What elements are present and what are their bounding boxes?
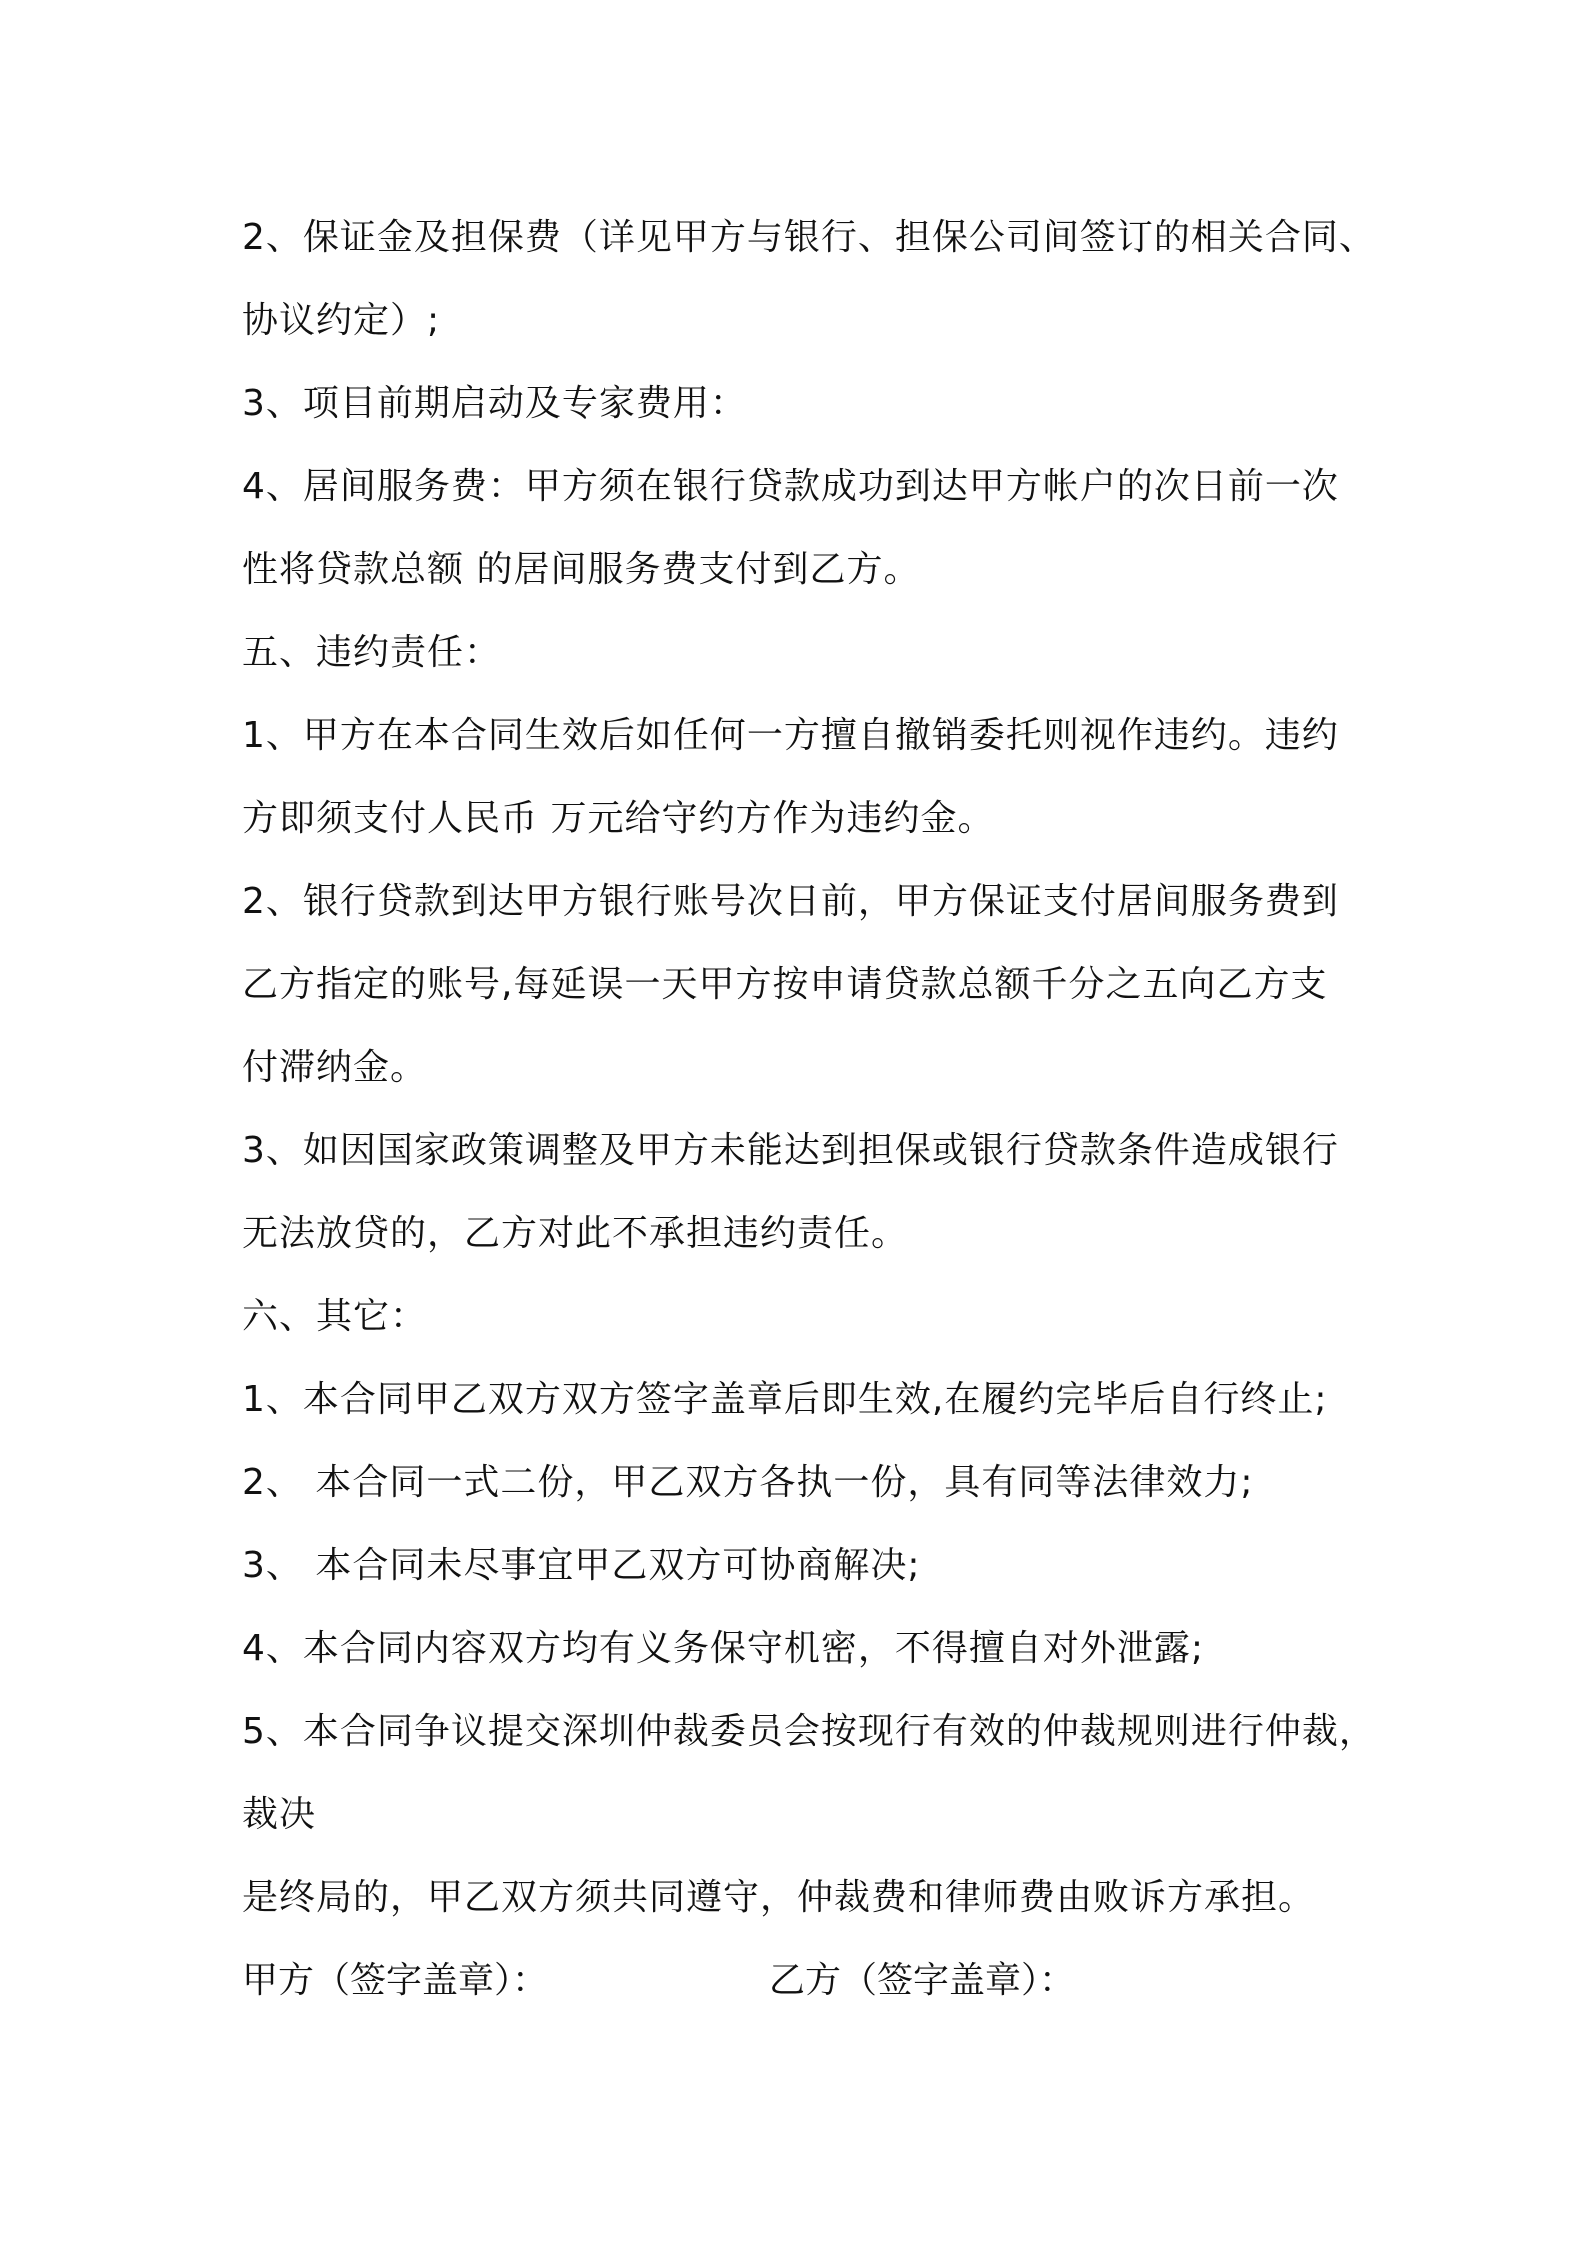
clause-3-startup-expert-fee: 3、项目前期启动及专家费用：: [242, 383, 747, 424]
section-5-item-2: 2、银行贷款到达甲方银行账号次日前，甲方保证支付居间服务费到: [242, 881, 1339, 922]
section-6-item-3: 3、 本合同未尽事宜甲乙双方可协商解决;: [242, 1545, 921, 1586]
section-5-item-2-cont-2: 付滞纳金。: [242, 1047, 428, 1088]
document-body: [242, 196, 1376, 2022]
section-6-item-5-cont-2: 是终局的，甲乙双方须共同遵守，仲裁费和律师费由败诉方承担。: [242, 1877, 1316, 1918]
section-5-item-1: 1、甲方在本合同生效后如任何一方擅自撤销委托则视作违约。违约: [242, 715, 1339, 756]
section-6-item-2: 2、 本合同一式二份，甲乙双方各执一份，具有同等法律效力;: [242, 1462, 1254, 1503]
section-6-item-4: 4、本合同内容双方均有义务保守机密，不得擅自对外泄露;: [242, 1628, 1205, 1669]
clause-2-deposit-guarantee-fee-cont: 协议约定）;: [242, 300, 441, 341]
section-5-item-3-cont: 无法放贷的，乙方对此不承担违约责任。: [242, 1213, 909, 1254]
signature-row: [242, 1939, 1372, 2022]
party-a-signature-label: 甲方（签字盖章）：: [242, 1960, 549, 2001]
section-5-item-2-cont: 乙方指定的账号,每延误一天甲方按申请贷款总额千分之五向乙方支: [242, 964, 1328, 1005]
clause-4-brokerage-fee-cont: 性将贷款总额 的居间服务费支付到乙方。: [242, 549, 921, 590]
section-6-item-5-cont: 裁决: [242, 1794, 317, 1835]
party-b-signature-label: 乙方（签字盖章）：: [769, 1960, 1076, 2001]
clause-4-brokerage-fee: 4、居间服务费：甲方须在银行贷款成功到达甲方帐户的次日前一次: [242, 466, 1339, 507]
section-6-heading: 六、其它：: [242, 1296, 428, 1337]
section-6-item-5: 5、本合同争议提交深圳仲裁委员会按现行有效的仲裁规则进行仲裁，: [242, 1711, 1376, 1752]
section-5-heading: 五、违约责任：: [242, 632, 502, 673]
clause-2-deposit-guarantee-fee: 2、保证金及担保费（详见甲方与银行、担保公司间签订的相关合同、: [242, 217, 1376, 258]
section-6-item-1: 1、本合同甲乙双方双方签字盖章后即生效,在履约完毕后自行终止;: [242, 1379, 1328, 1420]
section-5-item-3: 3、如因国家政策调整及甲方未能达到担保或银行贷款条件造成银行: [242, 1130, 1339, 1171]
section-5-item-1-cont: 方即须支付人民币 万元给守约方作为违约金。: [242, 798, 995, 839]
